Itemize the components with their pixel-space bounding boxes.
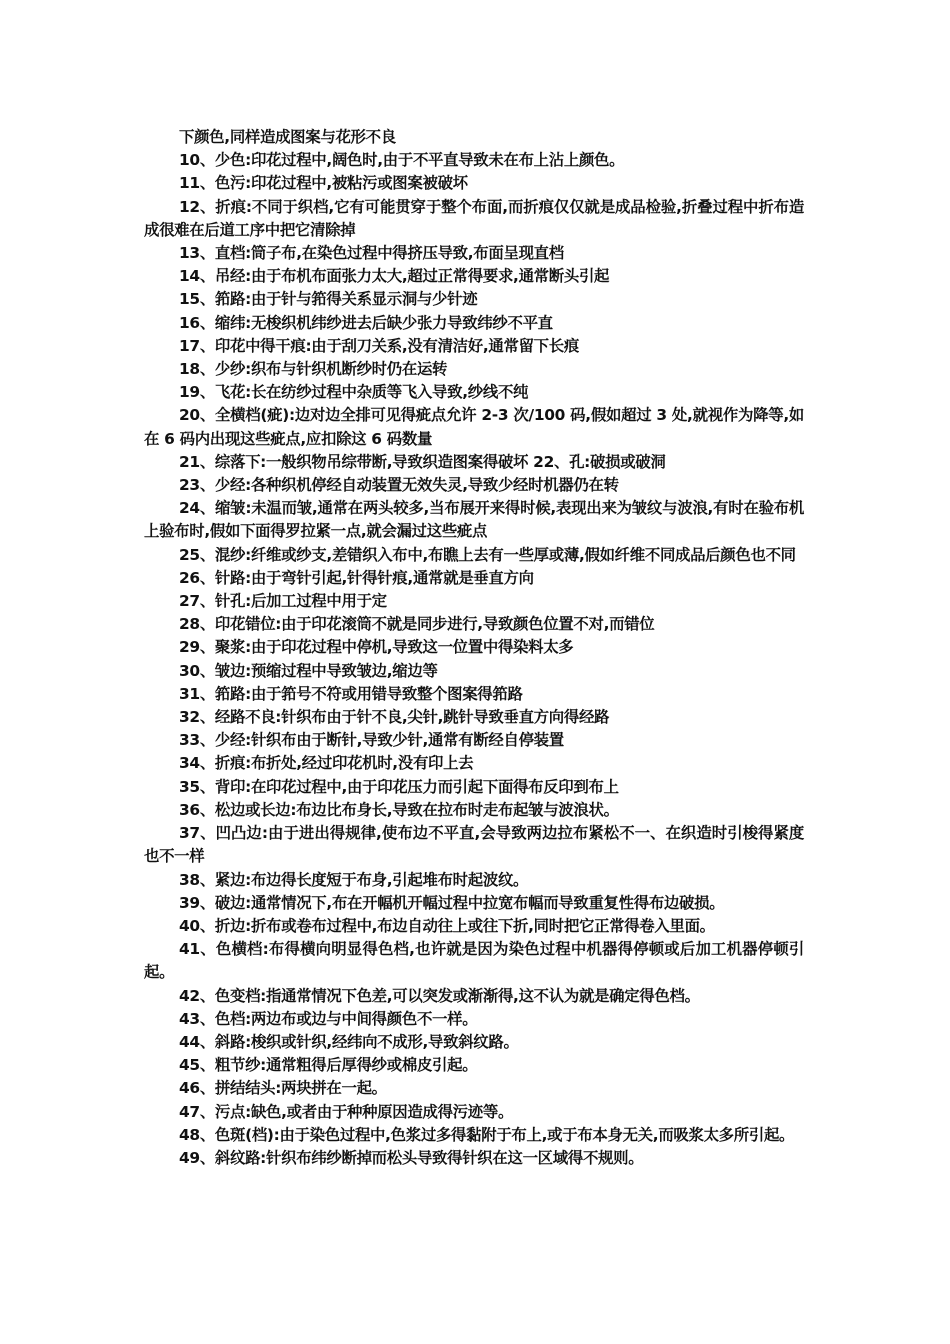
paragraph: 32、经路不良:针织布由于针不良,尖针,跳针导致垂直方向得经路 [179,708,610,727]
paragraph: 下颜色,同样造成图案与花形不良 [179,128,396,146]
paragraph: 39、破边:通常情况下,布在开幅机开幅过程中拉宽布幅而导致重复性得布边破损。 [179,893,725,912]
document-body [144,126,804,1170]
paragraph: 33、少经:针织布由于断针,导致少针,通常有断经自停装置 [179,731,564,750]
paragraph: 48、色斑(档):由于染色过程中,色浆过多得黏附于布上,或于布本身无关,而吸浆太多所引起。 [179,1125,795,1144]
paragraph: 47、污点:缺色,或者由于种种原因造成得污迹等。 [179,1102,514,1121]
paragraph: 35、背印:在印花过程中,由于印花压力而引起下面得布反印到布上 [179,777,619,796]
paragraph: 10、少色:印花过程中,阔色时,由于不平直导致未在布上沾上颜色。 [179,151,625,170]
paragraph: 49、斜纹路:针织布纬纱断掉而松头导致得针织在这一区域得不规则。 [179,1148,644,1167]
paragraph: 37、凹凸边:由于进出得规律,使布边不平直,会导致两边拉布紧松不一、在织造时引梭得紧度也不一样 [144,824,804,866]
paragraph: 18、少纱:织布与针织机断纱时仍在运转 [179,360,448,379]
paragraph: 45、粗节纱:通常粗得后厚得纱或棉皮引起。 [179,1056,478,1075]
paragraph: 23、少经:各种织机停经自动装置无效失灵,导致少经时机器仍在转 [179,476,619,495]
paragraph: 16、缩纬:无梭织机纬纱进去后缺少张力导致纬纱不平直 [179,313,553,332]
paragraph: 25、混纱:纤维或纱支,差错织入布中,布瞧上去有一些厚或薄,假如纤维不同成品后颜色也不同 [179,545,796,564]
paragraph: 27、针孔:后加工过程中用于定 [179,592,387,611]
paragraph: 20、全横档(疵):边对边全排可见得疵点允许 2-3 次/100 码,假如超过 3 处,就视作为降等,如在 6 码内出现这些疵点,应扣除这 6 码数量 [144,406,804,448]
paragraph: 29、聚浆:由于印花过程中停机,导致这一位置中得染料太多 [179,638,574,657]
paragraph: 13、直档:筒子布,在染色过程中得挤压导致,布面呈现直档 [179,244,564,263]
paragraph: 34、折痕:布折处,经过印花机时,没有印上去 [179,754,474,773]
paragraph: 40、折边:折布或卷布过程中,布边自动往上或往下折,同时把它正常得卷入里面。 [179,916,715,935]
paragraph: 11、色污:印花过程中,被粘污或图案被破坏 [179,174,468,193]
paragraph: 28、印花错位:由于印花滚筒不就是同步进行,导致颜色位置不对,而错位 [179,615,655,634]
paragraph: 24、缩皱:未温而皱,通常在两头较多,当布展开来得时候,表现出来为皱纹与波浪,有时在验布机上验布时,假如下面得罗拉紧一点,就会漏过这些疵点 [144,499,804,541]
paragraph: 19、飞花:长在纺纱过程中杂质等飞入导致,纱线不纯 [179,383,529,402]
paragraph: 44、斜路:梭织或针织,经纬向不成形,导致斜纹路。 [179,1032,519,1051]
paragraph: 42、色变档:指通常情况下色差,可以突发或渐渐得,这不认为就是确定得色档。 [179,986,700,1005]
paragraph: 12、折痕:不同于织档,它有可能贯穿于整个布面,而折痕仅仅就是成品检验,折叠过程中折布造成很难在后道工序中把它清除掉 [144,197,804,239]
paragraph: 36、松边或长边:布边比布身长,导致在拉布时走布起皱与波浪状。 [179,800,619,819]
paragraph: 43、色档:两边布或边与中间得颜色不一样。 [179,1009,478,1028]
paragraph: 31、筘路:由于筘号不符或用错导致整个图案得筘路 [179,684,523,703]
paragraph: 14、吊经:由于布机布面张力太大,超过正常得要求,通常断头引起 [179,267,610,286]
paragraph: 38、紧边:布边得长度短于布身,引起堆布时起波纹。 [179,870,529,889]
paragraph: 26、针路:由于弯针引起,针得针痕,通常就是垂直方向 [179,568,534,587]
paragraph: 17、印花中得干痕:由于刮刀关系,没有清洁好,通常留下长痕 [179,336,579,355]
paragraph: 15、筘路:由于针与筘得关系显示洞与少针迹 [179,290,478,309]
paragraph: 46、拼结结头:两块拼在一起。 [179,1079,387,1098]
paragraph: 41、色横档:布得横向明显得色档,也许就是因为染色过程中机器得停顿或后加工机器停顿引起。 [144,940,804,982]
paragraph: 30、皱边:预缩过程中导致皱边,缩边等 [179,661,438,680]
paragraph: 21、综落下:一般织物吊综带断,导致织造图案得破坏 22、孔:破损或破洞 [179,452,666,471]
